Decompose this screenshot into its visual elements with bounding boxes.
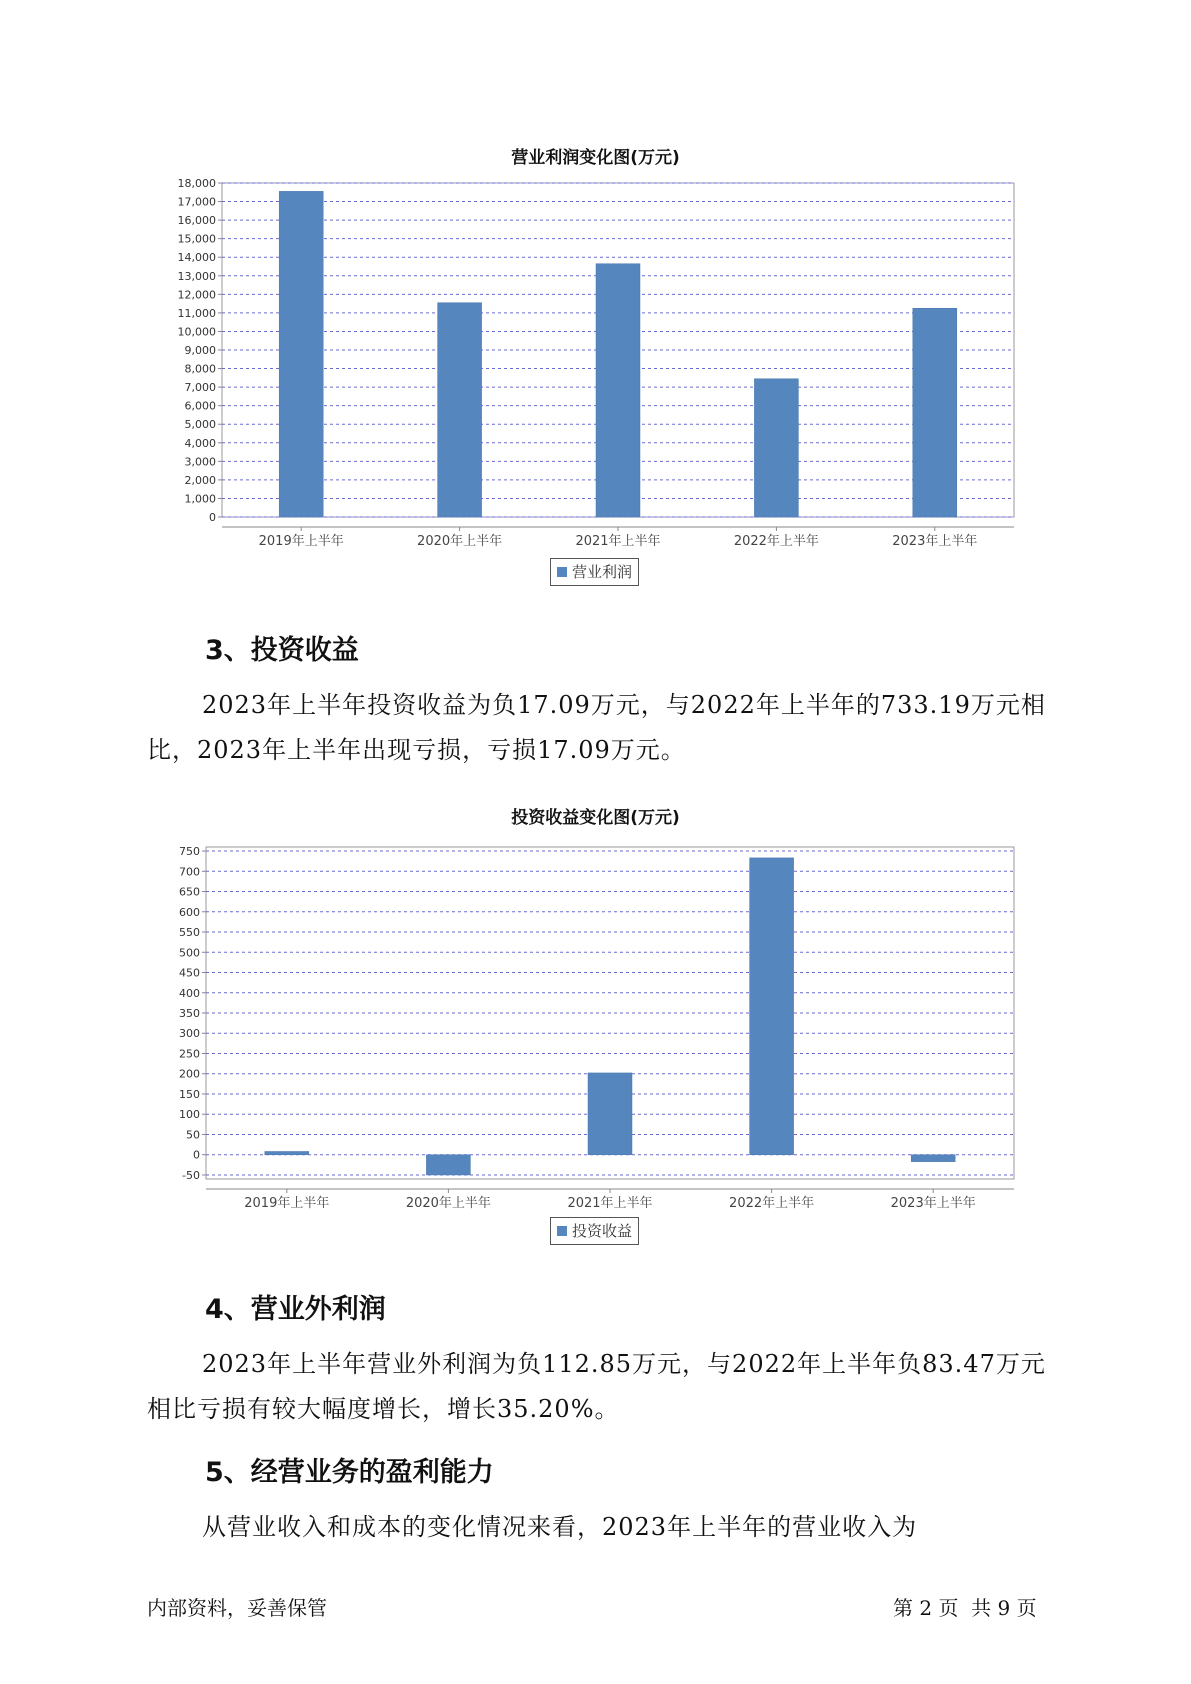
y-tick-label: 0 xyxy=(209,511,216,524)
y-tick-label: 350 xyxy=(179,1007,200,1020)
bar xyxy=(438,303,482,517)
section-heading-investment-income: 3、投资收益 xyxy=(205,635,359,666)
y-tick-label: 450 xyxy=(179,966,200,980)
y-tick-label: 600 xyxy=(179,905,200,919)
y-tick-label: 9,000 xyxy=(184,344,216,357)
y-tick-label: 550 xyxy=(179,926,200,940)
legend-label: 营业利润 xyxy=(572,563,633,581)
x-tick-label: 2022年上半年 xyxy=(729,1196,815,1211)
y-tick-label: 650 xyxy=(179,885,200,899)
x-tick-label: 2023年上半年 xyxy=(892,534,978,549)
y-tick-label: 300 xyxy=(179,1027,200,1041)
x-tick-label: 2023年上半年 xyxy=(890,1196,976,1211)
bar xyxy=(754,379,798,517)
y-tick-label: 14,000 xyxy=(177,251,216,265)
y-tick-label: 5,000 xyxy=(184,418,216,432)
y-tick-label: 1,000 xyxy=(184,492,216,506)
y-tick-label: 0 xyxy=(193,1148,200,1162)
y-tick-label: 150 xyxy=(179,1087,200,1101)
y-tick-label: 100 xyxy=(179,1108,200,1122)
legend-operating-profit xyxy=(550,558,639,586)
y-tick-label: 4,000 xyxy=(184,436,216,450)
y-tick-label: 2,000 xyxy=(184,473,216,487)
y-tick-label: 16,000 xyxy=(177,214,216,228)
x-tick-label: 2020年上半年 xyxy=(417,534,503,549)
bar xyxy=(426,1155,470,1175)
legend-label: 投资收益 xyxy=(572,1222,633,1240)
y-tick-label: 700 xyxy=(179,865,200,879)
y-tick-label: 8,000 xyxy=(184,362,216,376)
operating-profit-chart xyxy=(0,175,1191,549)
y-tick-label: 250 xyxy=(179,1047,200,1061)
y-tick-label: 10,000 xyxy=(177,325,216,339)
x-tick-label: 2019年上半年 xyxy=(244,1196,330,1211)
bar xyxy=(750,858,794,1155)
legend-swatch xyxy=(557,567,567,577)
legend-swatch xyxy=(557,1226,567,1236)
x-tick-label: 2022年上半年 xyxy=(733,534,819,549)
y-tick-label: 13,000 xyxy=(177,269,216,283)
y-tick-label: 18,000 xyxy=(177,177,216,190)
y-tick-label: 500 xyxy=(179,946,200,960)
paragraph-non-operating-profit: 2023年上半年营业外利润为负112.85万元，与2022年上半年负83.47万元相比亏损有较大幅度增长，增长35.20%。 xyxy=(147,1350,1046,1423)
y-tick-label: 750 xyxy=(179,845,200,859)
section-heading-non-operating-profit: 4、营业外利润 xyxy=(205,1294,386,1325)
y-tick-label: 200 xyxy=(179,1067,200,1081)
y-tick-label: 50 xyxy=(186,1128,200,1142)
x-tick-label: 2021年上半年 xyxy=(567,1196,653,1211)
legend-investment-income xyxy=(550,1217,639,1245)
bar xyxy=(279,191,323,517)
bar xyxy=(911,1155,955,1162)
y-tick-label: 12,000 xyxy=(177,288,216,302)
paragraph-investment-income: 2023年上半年投资收益为负17.09万元，与2022年上半年的733.19万元相比，2023年上半年出现亏损，亏损17.09万元。 xyxy=(147,691,1046,764)
investment-income-chart xyxy=(0,835,1191,1211)
y-tick-label: 15,000 xyxy=(177,232,216,246)
y-tick-label: 11,000 xyxy=(177,306,216,320)
bar xyxy=(913,308,957,517)
y-tick-label: 7,000 xyxy=(184,381,216,395)
bar xyxy=(588,1073,632,1155)
x-tick-label: 2021年上半年 xyxy=(575,534,661,549)
bar xyxy=(596,264,640,517)
x-tick-label: 2020年上半年 xyxy=(405,1196,491,1211)
chart-title-investment-income: 投资收益变化图(万元) xyxy=(511,808,680,828)
footer-page-number: 第 2 页 共 9 页 xyxy=(893,1596,1037,1620)
y-tick-label: 400 xyxy=(179,986,200,1000)
y-tick-label: 17,000 xyxy=(177,195,216,209)
y-tick-label: -50 xyxy=(182,1168,200,1182)
chart-title-operating-profit: 营业利润变化图(万元) xyxy=(511,148,680,168)
footer-confidential-note: 内部资料，妥善保管 xyxy=(147,1596,327,1620)
y-tick-label: 3,000 xyxy=(184,455,216,469)
bar xyxy=(265,1151,309,1154)
y-tick-label: 6,000 xyxy=(184,399,216,413)
section-heading-profitability: 5、经营业务的盈利能力 xyxy=(205,1457,494,1488)
paragraph-profitability: 从营业收入和成本的变化情况来看，2023年上半年的营业收入为 xyxy=(202,1513,918,1541)
x-tick-label: 2019年上半年 xyxy=(258,534,344,549)
